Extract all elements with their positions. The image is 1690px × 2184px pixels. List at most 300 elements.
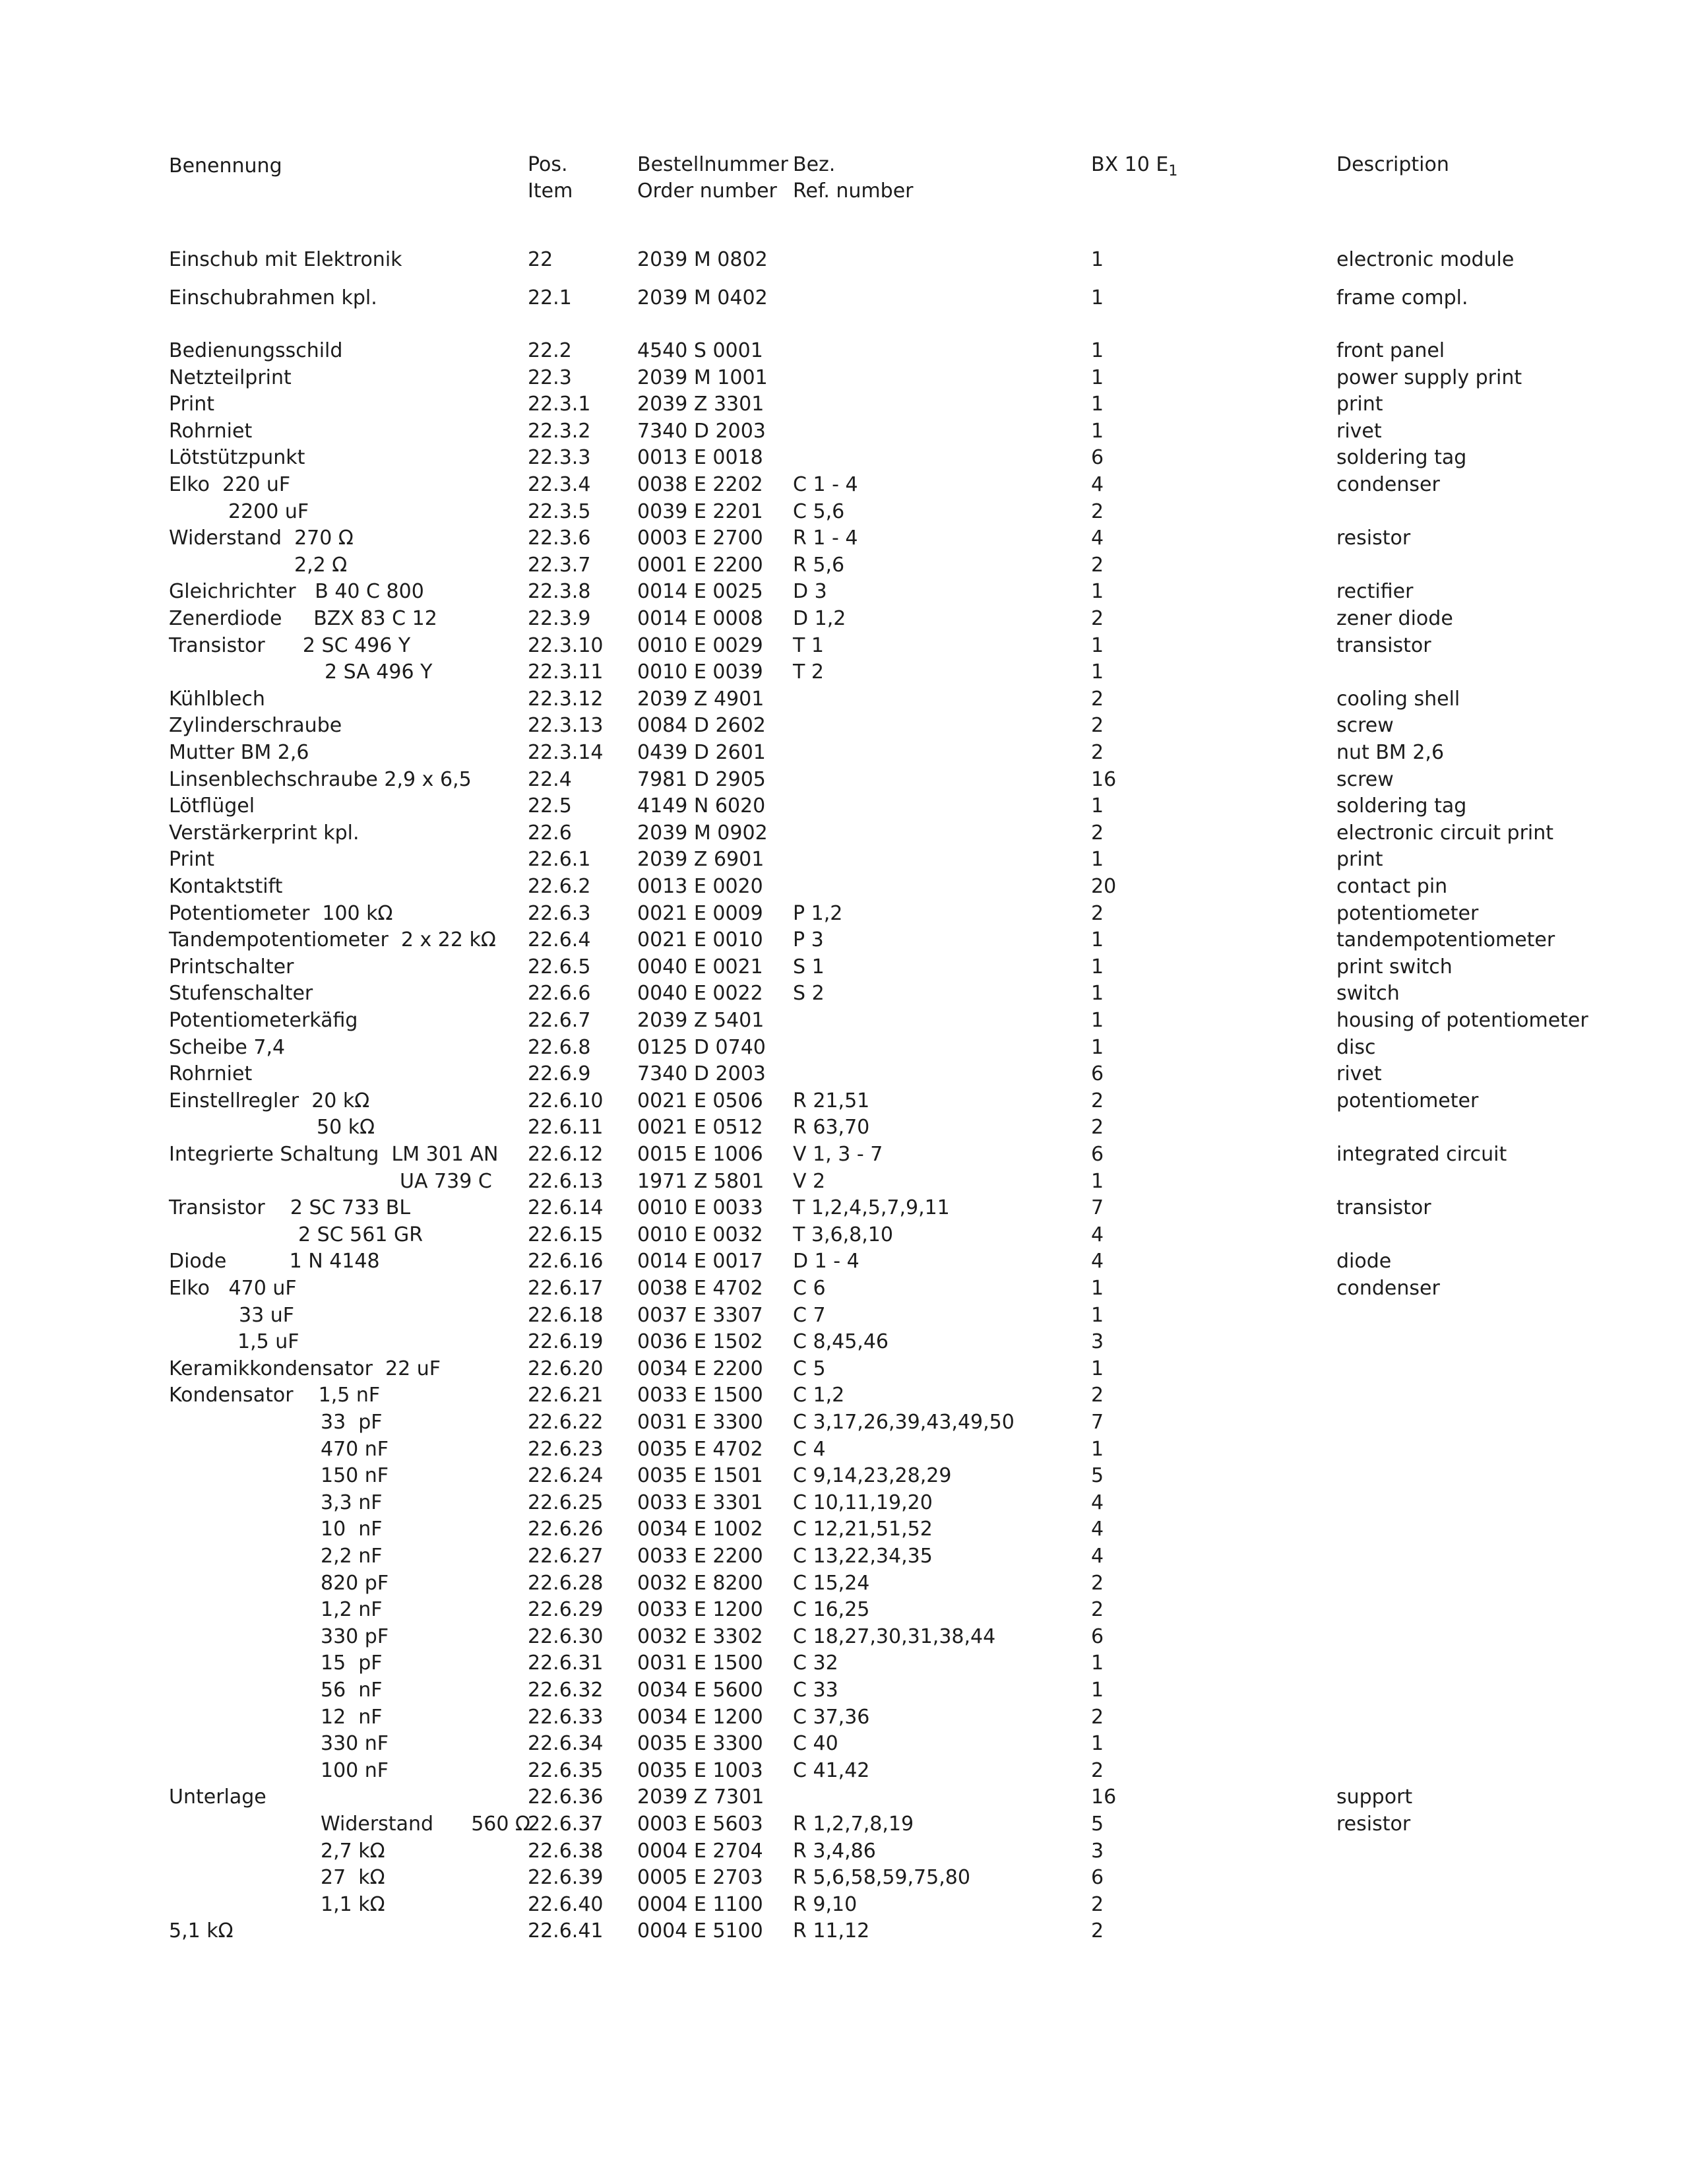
cell-desc: print [1336,393,1383,416]
cell-desc: transistor [1336,633,1431,657]
cell-order: 0034 E 1200 [637,1705,763,1729]
cell-order: 2039 M 0902 [637,821,768,845]
cell-ref: C 9,14,23,28,29 [793,1464,952,1488]
cell-name: Lötstützpunkt [169,446,305,470]
cell-pos: 22.6.17 [528,1277,604,1300]
cell-ref: C 1,2 [793,1384,845,1407]
cell-pos: 22.3.7 [528,553,591,577]
cell-name: 2,2 nF [321,1545,383,1568]
cell-pos: 22.6.41 [528,1919,604,1943]
cell-pos: 22.3 [528,366,572,389]
cell-order: 4540 S 0001 [637,339,763,362]
cell-ref: R 63,70 [793,1116,870,1140]
cell-order: 0031 E 3300 [637,1411,763,1434]
cell-order: 0021 E 0009 [637,901,763,925]
cell-name: 2200 uF [228,499,309,523]
cell-ref: C 41,42 [793,1758,870,1782]
cell-pos: 22.6.33 [528,1705,604,1729]
cell-order: 0035 E 4702 [637,1437,763,1461]
cell-name: Zenerdiode BZX 83 C 12 [169,607,437,630]
cell-pos: 22.6.16 [528,1250,604,1273]
cell-name: Einstellregler 20 kΩ [169,1089,370,1112]
cell-qty: 1 [1091,660,1104,684]
cell-order: 0033 E 1500 [637,1384,763,1407]
cell-pos: 22.6.28 [528,1571,604,1595]
cell-qty: 4 [1091,1223,1104,1246]
cell-desc: rivet [1336,1062,1382,1086]
cell-ref: T 1 [793,633,824,657]
cell-name: 12 nF [321,1705,383,1729]
cell-order: 0084 D 2602 [637,714,766,738]
header-order-number: Order number [637,179,777,203]
cell-name: Widerstand 270 Ω [169,527,354,550]
table-row [0,391,1690,418]
cell-name: 5,1 kΩ [169,1919,234,1943]
cell-qty: 7 [1091,1196,1104,1220]
table-row [0,1088,1690,1114]
cell-pos: 22.6.3 [528,901,591,925]
cell-name: Rohrniet [169,1062,253,1086]
cell-desc: zener diode [1336,607,1453,630]
cell-order: 2039 Z 7301 [637,1785,765,1809]
cell-name: 820 pF [321,1571,389,1595]
table-row [0,579,1690,605]
cell-order: 0034 E 2200 [637,1357,763,1380]
cell-pos: 22.3.10 [528,633,604,657]
cell-name: 27 kΩ [321,1866,385,1890]
cell-name: UA 739 C [400,1169,492,1193]
cell-order: 0034 E 5600 [637,1679,763,1702]
cell-qty: 6 [1091,1143,1104,1166]
table-row [0,1758,1690,1784]
table-row [0,1677,1690,1704]
cell-qty: 1 [1091,393,1104,416]
cell-order: 0021 E 0506 [637,1089,763,1112]
cell-name: 100 nF [321,1758,389,1782]
cell-ref: C 5 [793,1357,826,1380]
cell-order: 2039 Z 5401 [637,1009,765,1032]
cell-order: 0040 E 0021 [637,955,763,979]
header-pos: Pos. [528,153,568,176]
cell-pos: 22.3.5 [528,499,591,523]
cell-order: 0034 E 1002 [637,1518,763,1541]
cell-pos: 22.3.6 [528,527,591,550]
table-row [0,1624,1690,1650]
cell-order: 0014 E 0008 [637,607,763,630]
cell-name: Printschalter [169,955,294,979]
cell-pos: 22.6.18 [528,1303,604,1327]
cell-order: 0033 E 1200 [637,1598,763,1622]
cell-name: Kontaktstift [169,875,283,898]
table-row [0,1490,1690,1516]
cell-qty: 5 [1091,1464,1104,1488]
table-row [0,1838,1690,1865]
cell-order: 0033 E 2200 [637,1545,763,1568]
cell-qty: 2 [1091,714,1104,738]
table-row [0,767,1690,793]
table-row [0,499,1690,525]
cell-desc: switch [1336,982,1400,1006]
cell-ref: R 1,2,7,8,19 [793,1813,914,1836]
cell-qty: 2 [1091,1598,1104,1622]
cell-name: 330 pF [321,1624,389,1648]
table-row [0,1114,1690,1141]
cell-name: Elko 470 uF [169,1277,297,1300]
cell-pos: 22 [528,248,553,271]
cell-qty: 1 [1091,955,1104,979]
cell-order: 0021 E 0010 [637,928,763,952]
cell-ref: S 1 [793,955,825,979]
cell-name: 1,1 kΩ [321,1892,385,1916]
cell-pos: 22.3.1 [528,393,591,416]
cell-qty: 2 [1091,1384,1104,1407]
cell-qty: 16 [1091,767,1117,791]
cell-ref: R 1 - 4 [793,527,858,550]
cell-qty: 1 [1091,286,1104,309]
table-row [0,472,1690,498]
cell-name: Potentiometerkäfig [169,1009,358,1032]
cell-name: 50 kΩ [317,1116,375,1140]
table-row [0,285,1690,311]
cell-pos: 22.6.8 [528,1035,591,1059]
table-row [0,1463,1690,1489]
cell-order: 0010 E 0039 [637,660,763,684]
cell-pos: 22.6.25 [528,1491,604,1514]
cell-ref: C 15,24 [793,1571,870,1595]
cell-name: 1,5 uF [237,1330,299,1354]
cell-name: Widerstand 560 Ω [321,1813,530,1836]
header-model [1091,152,1177,185]
cell-order: 0038 E 4702 [637,1277,763,1300]
table-row [0,418,1690,445]
cell-qty: 7 [1091,1411,1104,1434]
cell-ref: C 16,25 [793,1598,870,1622]
cell-pos: 22.6.20 [528,1357,604,1380]
cell-qty: 1 [1091,580,1104,604]
cell-pos: 22.6.23 [528,1437,604,1461]
cell-name: Netzteilprint [169,366,292,389]
table-row [0,1169,1690,1195]
cell-ref: C 12,21,51,52 [793,1518,933,1541]
cell-pos: 22.6.35 [528,1758,604,1782]
table-row [0,793,1690,819]
cell-ref: C 7 [793,1303,826,1327]
cell-ref: C 33 [793,1679,838,1702]
cell-pos: 22.6.22 [528,1411,604,1434]
cell-pos: 22.3.14 [528,741,604,764]
cell-order: 0003 E 2700 [637,527,763,550]
table-row [0,1141,1690,1168]
cell-order: 0021 E 0512 [637,1116,763,1140]
cell-pos: 22.6.30 [528,1624,604,1648]
cell-pos: 22.6.38 [528,1839,604,1863]
cell-order: 0005 E 2703 [637,1866,763,1890]
cell-ref: R 9,10 [793,1892,858,1916]
cell-ref: C 8,45,46 [793,1330,889,1354]
cell-name: 330 nF [321,1732,389,1756]
cell-pos: 22.6.15 [528,1223,604,1246]
cell-pos: 22.6.21 [528,1384,604,1407]
table-row [0,445,1690,471]
cell-name: Einschub mit Elektronik [169,248,402,271]
cell-ref: C 18,27,30,31,38,44 [793,1624,996,1648]
cell-ref: C 40 [793,1732,838,1756]
cell-pos: 22.6.1 [528,848,591,872]
table-row [0,874,1690,900]
cell-pos: 22.2 [528,339,572,362]
table-row [0,1248,1690,1275]
table-row [0,633,1690,659]
cell-ref: R 11,12 [793,1919,870,1943]
cell-desc: cooling shell [1336,687,1460,711]
cell-desc: integrated circuit [1336,1143,1507,1166]
cell-qty: 2 [1091,553,1104,577]
cell-qty: 1 [1091,982,1104,1006]
cell-name: 2 SA 496 Y [325,660,433,684]
table-row [0,1704,1690,1731]
cell-order: 0001 E 2200 [637,553,763,577]
table-row [0,1436,1690,1463]
cell-qty: 3 [1091,1839,1104,1863]
cell-order: 0004 E 1100 [637,1892,763,1916]
cell-qty: 2 [1091,687,1104,711]
table-row [0,1061,1690,1087]
cell-qty: 6 [1091,446,1104,470]
cell-qty: 2 [1091,607,1104,630]
cell-name: Verstärkerprint kpl. [169,821,360,845]
cell-qty: 4 [1091,1491,1104,1514]
cell-pos: 22.3.4 [528,473,591,496]
cell-order: 0031 E 1500 [637,1652,763,1675]
cell-order: 0010 E 0032 [637,1223,763,1246]
cell-order: 0036 E 1502 [637,1330,763,1354]
cell-qty: 4 [1091,1250,1104,1273]
header-bez: Bez. [793,153,836,176]
cell-name: Transistor 2 SC 733 BL [169,1196,411,1220]
cell-pos: 22.6.27 [528,1545,604,1568]
cell-order: 0010 E 0029 [637,633,763,657]
cell-pos: 22.6.10 [528,1089,604,1112]
cell-ref: T 2 [793,660,824,684]
cell-name: 2,2 Ω [294,553,348,577]
cell-ref: P 3 [793,928,824,952]
cell-name: 1,2 nF [321,1598,383,1622]
cell-name: Zylinderschraube [169,714,342,738]
cell-order: 2039 Z 3301 [637,393,765,416]
cell-order: 0032 E 3302 [637,1624,763,1648]
cell-qty: 6 [1091,1062,1104,1086]
cell-name: Integrierte Schaltung LM 301 AN [169,1143,499,1166]
cell-qty: 16 [1091,1785,1117,1809]
cell-name: Mutter BM 2,6 [169,741,309,764]
cell-pos: 22.6.14 [528,1196,604,1220]
cell-name: Tandempotentiometer 2 x 22 kΩ [169,928,496,952]
cell-pos: 22.6.36 [528,1785,604,1809]
cell-desc: screw [1336,714,1394,738]
cell-order: 7981 D 2905 [637,767,766,791]
cell-order: 0013 E 0018 [637,446,763,470]
cell-ref: R 5,6,58,59,75,80 [793,1866,970,1890]
cell-pos: 22.6.39 [528,1866,604,1890]
cell-ref: P 1,2 [793,901,843,925]
table-row [0,1811,1690,1838]
cell-pos: 22.3.11 [528,660,604,684]
cell-qty: 4 [1091,1545,1104,1568]
cell-pos: 22.6.31 [528,1652,604,1675]
cell-pos: 22.3.8 [528,580,591,604]
cell-name: Einschubrahmen kpl. [169,286,377,309]
cell-desc: transistor [1336,1196,1431,1220]
cell-name: 150 nF [321,1464,389,1488]
cell-qty: 5 [1091,1813,1104,1836]
cell-name: Kondensator 1,5 nF [169,1384,381,1407]
cell-ref: S 2 [793,982,825,1006]
cell-desc: condenser [1336,473,1440,496]
cell-order: 7340 D 2003 [637,1062,766,1086]
table-row [0,1275,1690,1302]
cell-pos: 22.6.6 [528,982,591,1006]
cell-pos: 22.3.3 [528,446,591,470]
table-row [0,1892,1690,1918]
cell-qty: 1 [1091,928,1104,952]
cell-name: 470 nF [321,1437,389,1461]
header-benennung: Benennung [169,154,282,177]
cell-ref: D 1,2 [793,607,846,630]
cell-qty: 2 [1091,901,1104,925]
table-row [0,338,1690,364]
cell-ref: C 1 - 4 [793,473,858,496]
cell-qty: 2 [1091,821,1104,845]
cell-pos: 22.6.12 [528,1143,604,1166]
table-row [0,901,1690,927]
table-row [0,1195,1690,1221]
cell-qty: 6 [1091,1866,1104,1890]
table-row [0,1543,1690,1570]
cell-desc: front panel [1336,339,1445,362]
cell-ref: C 5,6 [793,499,845,523]
cell-qty: 2 [1091,1892,1104,1916]
cell-order: 0013 E 0020 [637,875,763,898]
table-row [0,1731,1690,1757]
cell-order: 4149 N 6020 [637,794,766,818]
table-row [0,1222,1690,1248]
table-row [0,1918,1690,1944]
cell-order: 0125 D 0740 [637,1035,766,1059]
cell-pos: 22.6.24 [528,1464,604,1488]
cell-pos: 22.6.2 [528,875,591,898]
cell-order: 0003 E 5603 [637,1813,763,1836]
cell-name: Rohrniet [169,419,253,443]
cell-ref: D 3 [793,580,827,604]
table-row [0,247,1690,273]
cell-order: 2039 Z 4901 [637,687,765,711]
cell-pos: 22.6.5 [528,955,591,979]
cell-qty: 2 [1091,1919,1104,1943]
table-row [0,1302,1690,1329]
cell-ref: R 5,6 [793,553,845,577]
cell-name: Gleichrichter B 40 C 800 [169,580,424,604]
cell-qty: 3 [1091,1330,1104,1354]
cell-name: Elko 220 uF [169,473,291,496]
cell-pos: 22.6.9 [528,1062,591,1086]
cell-name: 33 uF [239,1303,294,1327]
table-row [0,1650,1690,1677]
cell-name: 2,7 kΩ [321,1839,385,1863]
table-row [0,1008,1690,1034]
cell-pos: 22.6.32 [528,1679,604,1702]
cell-desc: resistor [1336,1813,1411,1836]
cell-pos: 22.6.13 [528,1169,604,1193]
table-row [0,1597,1690,1623]
cell-order: 0032 E 8200 [637,1571,763,1595]
cell-pos: 22.6.26 [528,1518,604,1541]
cell-desc: power supply print [1336,366,1522,389]
cell-qty: 4 [1091,473,1104,496]
table-row [0,740,1690,766]
cell-name: 2 SC 561 GR [298,1223,423,1246]
header-model-sub: 1 [1168,163,1178,179]
cell-pos: 22.6.19 [528,1330,604,1354]
cell-qty: 1 [1091,419,1104,443]
cell-desc: contact pin [1336,875,1448,898]
cell-name: Unterlage [169,1785,266,1809]
table-row [0,1356,1690,1382]
cell-pos: 22.5 [528,794,572,818]
cell-qty: 1 [1091,1732,1104,1756]
cell-ref: C 10,11,19,20 [793,1491,933,1514]
table-row [0,980,1690,1007]
cell-desc: condenser [1336,1277,1440,1300]
table-row [0,1035,1690,1061]
cell-qty: 1 [1091,1035,1104,1059]
cell-qty: 6 [1091,1624,1104,1648]
table-row [0,713,1690,739]
cell-desc: rivet [1336,419,1382,443]
cell-name: Kühlblech [169,687,265,711]
cell-name: 10 nF [321,1518,383,1541]
table-row [0,1516,1690,1543]
cell-pos: 22.6.4 [528,928,591,952]
cell-qty: 1 [1091,1679,1104,1702]
cell-order: 0004 E 2704 [637,1839,763,1863]
cell-order: 2039 Z 6901 [637,848,765,872]
cell-pos: 22.6.40 [528,1892,604,1916]
cell-ref: V 1, 3 - 7 [793,1143,883,1166]
cell-name: Stufenschalter [169,982,313,1006]
cell-qty: 2 [1091,499,1104,523]
cell-name: Keramikkondensator 22 uF [169,1357,441,1380]
cell-pos: 22.3.2 [528,419,591,443]
table-row [0,820,1690,847]
cell-name: Scheibe 7,4 [169,1035,286,1059]
cell-name: Diode 1 N 4148 [169,1250,380,1273]
cell-qty: 1 [1091,848,1104,872]
cell-desc: electronic circuit print [1336,821,1554,845]
cell-qty: 1 [1091,1169,1104,1193]
cell-qty: 4 [1091,527,1104,550]
cell-ref: C 6 [793,1277,826,1300]
table-row [0,365,1690,391]
cell-qty: 1 [1091,1357,1104,1380]
cell-pos: 22.6.37 [528,1813,604,1836]
header-bestellnummer: Bestellnummer [637,153,788,176]
cell-order: 0014 E 0017 [637,1250,763,1273]
cell-order: 0439 D 2601 [637,741,766,764]
cell-ref: R 21,51 [793,1089,870,1112]
table-row [0,552,1690,579]
cell-pos: 22.3.13 [528,714,604,738]
table-row [0,1865,1690,1891]
